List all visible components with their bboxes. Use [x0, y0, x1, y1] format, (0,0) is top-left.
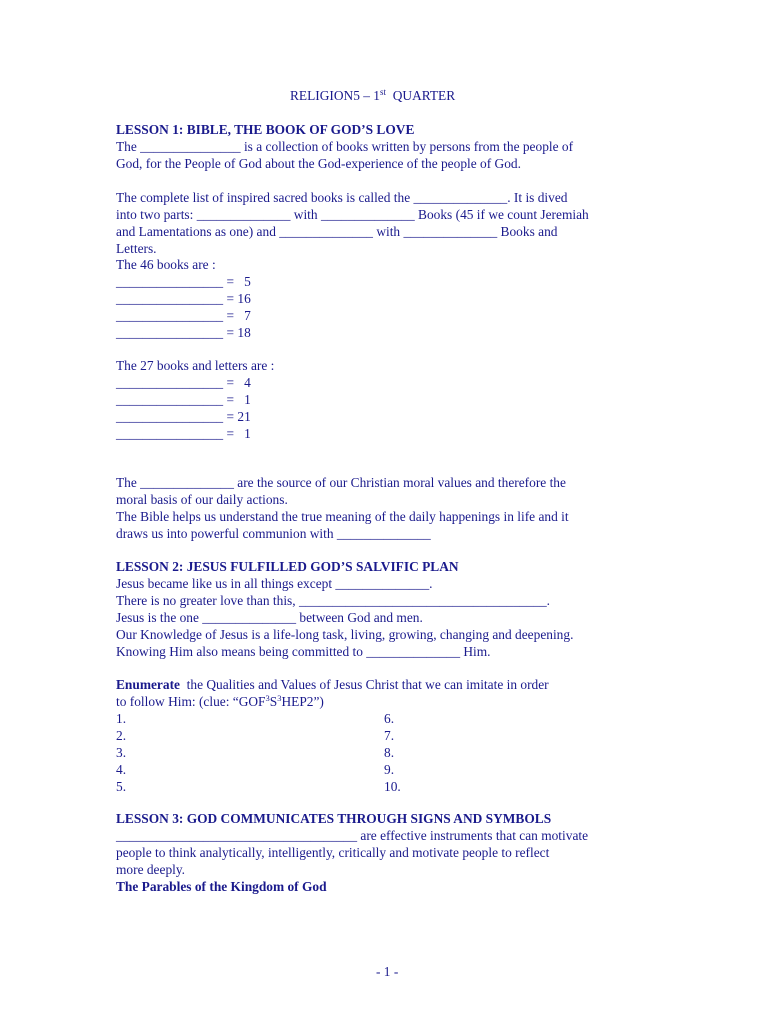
lesson-1-paragraph-2-line-2: into two parts: ______________ with ______________ Books (45 if we count Jeremiah: [116, 207, 589, 222]
parables-subheading: The Parables of the Kingdom of God: [116, 879, 327, 894]
lesson-1-paragraph-1-line-1: The _______________ is a collection of books written by persons from the people of: [116, 139, 574, 154]
lesson-3-heading: LESSON 3: GOD COMMUNICATES THROUGH SIGNS AND SYMBOLS: [116, 811, 552, 826]
lesson-1-heading: LESSON 1: BIBLE, THE BOOK OF GOD’S LOVE: [116, 122, 415, 137]
lesson-3-line-2: people to think analytically, intelligently, critically and motivate people to reflect: [116, 845, 550, 860]
lesson-1-paragraph-2-line-4: Letters.: [116, 241, 157, 256]
enumerate-keyword: Enumerate: [116, 677, 180, 692]
answer-number: 7.: [384, 728, 395, 743]
lesson-2-line-3: Jesus is the one ______________ between God and men.: [116, 610, 423, 625]
page-title: RELIGION5 – 1st QUARTER: [290, 87, 456, 103]
old-testament-row: ________________ = 7: [116, 308, 251, 323]
lesson-1-paragraph-3-line-1: The ______________ are the source of our Christian moral values and therefore the: [116, 475, 566, 490]
answer-number: 4.: [116, 762, 127, 777]
lesson-3-line-3: more deeply.: [116, 862, 186, 877]
old-testament-row: ________________ = 18: [116, 325, 251, 340]
lesson-2-line-2: There is no greater love than this, _____________________________________.: [116, 593, 551, 608]
old-testament-row: ________________ = 16: [116, 291, 251, 306]
lesson-2-line-5: Knowing Him also means being committed to ______________ Him.: [116, 644, 491, 659]
new-testament-row: ________________ = 21: [116, 409, 251, 424]
old-testament-row: ________________ = 5: [116, 274, 251, 289]
lesson-1-paragraph-2-line-3: and Lamentations as one) and ______________ with ______________ Books and: [116, 224, 558, 239]
answer-number: 6.: [384, 711, 395, 726]
new-testament-row: ________________ = 1: [116, 392, 251, 407]
lesson-1-paragraph-3-line-3: The Bible helps us understand the true meaning of the daily happenings in life and it: [116, 509, 569, 524]
lesson-3-line-1: ____________________________________ are effective instruments that can motivate: [116, 828, 589, 843]
old-testament-intro: The 46 books are :: [116, 257, 216, 272]
lesson-1-paragraph-3-line-4: draws us into powerful communion with ______________: [116, 526, 431, 541]
lesson-2-heading: LESSON 2: JESUS FULFILLED GOD’S SALVIFIC PLAN: [116, 559, 459, 574]
answer-number: 10.: [384, 779, 401, 794]
answer-number: 2.: [116, 728, 127, 743]
answer-number: 5.: [116, 779, 127, 794]
new-testament-row: ________________ = 1: [116, 426, 251, 441]
answer-number: 3.: [116, 745, 127, 760]
lesson-2-line-1: Jesus became like us in all things except ______________.: [116, 576, 433, 591]
lesson-1-paragraph-3-line-2: moral basis of our daily actions.: [116, 492, 288, 507]
enumerate-instruction: Enumerate the Qualities and Values of Jesus Christ that we can imitate in order: [116, 677, 549, 692]
enumerate-clue: to follow Him: (clue: “$GOF^3S^3HEP2$”): [116, 693, 324, 709]
answer-number: 9.: [384, 762, 395, 777]
lesson-1-paragraph-1-line-2: God, for the People of God about the God-experience of the people of God.: [116, 156, 521, 171]
lesson-1-paragraph-2-line-1: The complete list of inspired sacred books is called the ______________. It is dived: [116, 190, 568, 205]
page-number: - 1 -: [376, 964, 399, 979]
lesson-2-line-4: Our Knowledge of Jesus is a life-long task, living, growing, changing and deepening.: [116, 627, 574, 642]
new-testament-row: ________________ = 4: [116, 375, 251, 390]
answer-number: 8.: [384, 745, 395, 760]
new-testament-intro: The 27 books and letters are :: [116, 358, 275, 373]
answer-number: 1.: [116, 711, 127, 726]
